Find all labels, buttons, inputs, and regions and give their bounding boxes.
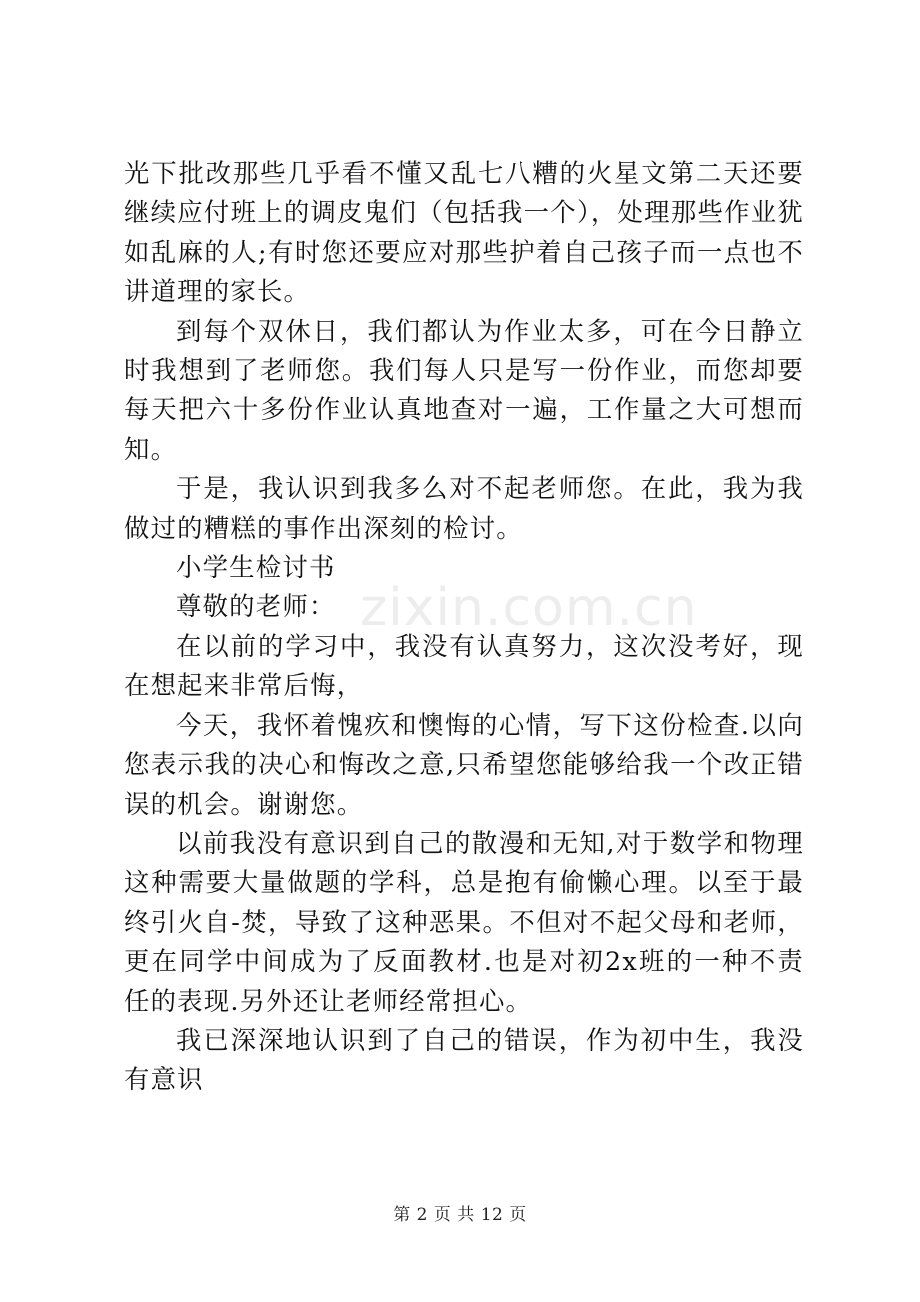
paragraph: 于是，我认识到我多么对不起老师您。在此，我为我做过的糟糕的事作出深刻的检讨。 xyxy=(124,473,804,543)
paragraph: 我已深深地认识到了自己的错误，作为初中生，我没有意识 xyxy=(124,1024,804,1095)
section-title: 小学生检讨书 xyxy=(176,552,336,583)
page-footer: 第 2 页 共 12 页 xyxy=(393,1205,527,1225)
paragraph-continuation: 光下批改那些几乎看不懂又乱七八糟的火星文第二天还要继续应付班上的调皮鬼们（包括我一个），处理那些作业犹如乱麻的人;有时您还要应对那些护着自己孩子而一点也不讲道理的家长。 xyxy=(124,158,804,307)
document-body xyxy=(124,154,804,1100)
paragraph: 在以前的学习中，我没有认真努力，这次没考好，现在想起来非常后悔， xyxy=(124,630,804,701)
salutation: 尊敬的老师： xyxy=(176,591,336,622)
paragraph: 到每个双休日，我们都认为作业太多，可在今日静立时我想到了老师您。我们每人只是写一份作业，而您却要每天把六十多份作业认真地查对一遍，工作量之大可想而知。 xyxy=(124,315,804,464)
paragraph: 以前我没有意识到自己的散漫和无知,对于数学和物理这种需要大量做题的学科，总是抱有偷懒心理。以至于最终引火自-焚，导致了这种恶果。不但对不起父母和老师，更在同学中间成为了反面教材.也是对初2x班的一种不责任的表现.另外还让老师经常担心。 xyxy=(124,827,804,1016)
watermark: zixin.com.cn xyxy=(360,578,698,638)
paragraph: 今天，我怀着愧疚和懊悔的心情，写下这份检查.以向您表示我的决心和悔改之意,只希望您能够给我一个改正错误的机会。谢谢您。 xyxy=(124,709,804,819)
